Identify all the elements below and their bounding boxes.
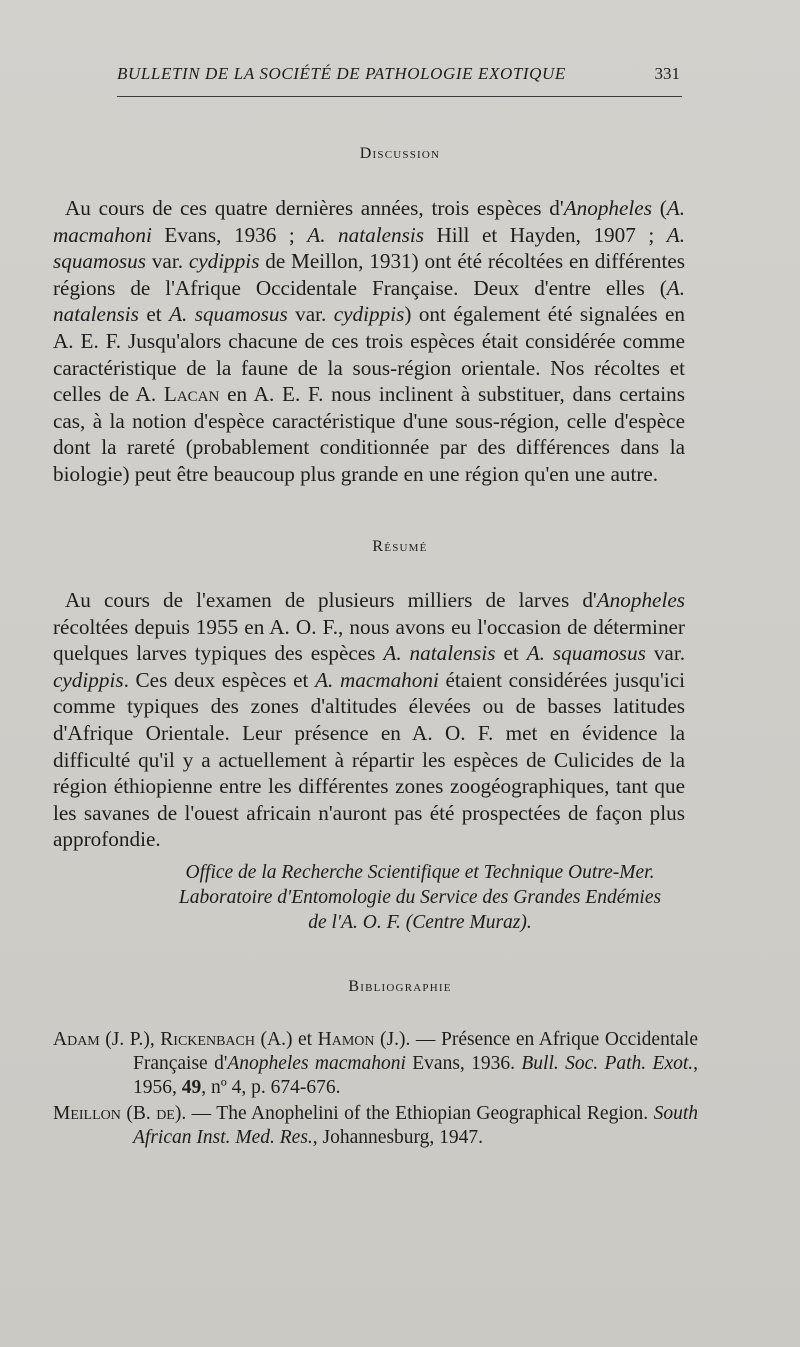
text-italic: A. natalensis — [53, 275, 685, 327]
volume-number: 49 — [181, 1077, 202, 1098]
text-italic: A. macmahoni — [53, 196, 686, 247]
discussion-paragraph — [53, 195, 685, 488]
resume-heading: Résumé — [372, 538, 428, 555]
text: (J.). — Présence en Afrique Occidentale Française d' — [133, 1029, 698, 1074]
text: var. — [645, 641, 686, 666]
affiliation-line-1: Office de la Recherche Scientifique et Technique Outre-Mer. — [185, 862, 655, 883]
text-italic: cydippis — [333, 302, 405, 327]
text: et — [138, 302, 170, 327]
bibliography-list — [53, 1028, 698, 1152]
text-italic: cydippis — [188, 249, 260, 274]
text: ) ont également été signalées en A. E. F. Jusqu'alors chacune de ces trois espèces était considérée comme caractéristique de la faune de la sous-région orientale. Nos récoltes et celles de A. — [53, 302, 685, 407]
author-name: Rickenbach — [160, 1029, 255, 1050]
text-italic: A. squamosus — [526, 641, 646, 666]
text: de Meillon, 1931) ont été récoltées en différentes régions de l'Afrique Occidentale Française. Deux d'entre elles ( — [53, 249, 685, 300]
page-header — [117, 62, 682, 97]
text: et — [495, 641, 527, 666]
text-italic: A. squamosus — [169, 302, 288, 327]
text-italic: Anopheles macmahoni — [227, 1053, 406, 1074]
journal-name: Bull. Soc. Path. Exot. — [521, 1053, 694, 1074]
text-italic: A. macmahoni — [315, 667, 439, 692]
text: Hill et Hayden, 1907 ; — [423, 222, 667, 247]
text: étaient considérées jusqu'ici comme typiques des zones d'altitudes élevées ou de basses latitudes d'Afrique Orientale. Leur présence en A. O. F. met en évidence la difficulté qu'il y a actuellement à répartir les espèces de Culicides de la région éthiopienne entre les différentes zones zoogéographiques, tant que les savanes de l'ouest africain n'auront pas été prospectées de façon plus approfondie. — [53, 667, 685, 852]
bibliography-entry — [53, 1028, 698, 1100]
journal-name: South African Inst. Med. Res. — [133, 1103, 699, 1148]
author-name: Meillon — [53, 1103, 121, 1124]
page-number: 331 — [654, 64, 680, 83]
text-italic: cydippis — [53, 667, 124, 692]
text: ( — [651, 196, 667, 220]
text: , 1956, — [133, 1053, 699, 1098]
text: Au cours de l'examen de plusieurs milliers de larves d' — [65, 588, 597, 612]
text: (A.) et — [254, 1029, 318, 1050]
author-particle: de — [156, 1103, 175, 1124]
text: var. — [287, 302, 334, 327]
text: en A. E. F. nous inclinent à substituer, dans certains cas, à la notion d'espèce caractéristique d'une sous-région, celle d'espèce dont la rareté (probablement conditionnée par des différences dans la biologie) peut être beaucoup plus grande en une région qu'en une autre. — [53, 382, 685, 486]
text: , nº 4, p. 674-676. — [201, 1077, 341, 1098]
text: récoltées depuis 1955 en A. O. F., nous avons eu l'occasion de déterminer quelques larves typiques des espèces — [53, 614, 685, 666]
author-name: Lacan — [163, 382, 220, 407]
text: Au cours de ces quatre dernières années, trois espèces d' — [65, 196, 564, 220]
text: Evans, 1936 ; — [151, 222, 308, 247]
resume-paragraph — [53, 587, 685, 853]
text: var. — [146, 249, 189, 274]
text: . Ces deux espèces et — [123, 667, 316, 692]
text-italic: Anopheles — [596, 588, 685, 612]
text-italic: A. natalensis — [383, 641, 496, 666]
discussion-heading: Discussion — [359, 145, 441, 162]
text: (B. — [120, 1103, 157, 1124]
author-name: Hamon — [317, 1029, 375, 1050]
text: Evans, 1936. — [405, 1053, 522, 1074]
text: (J. P.), — [99, 1029, 161, 1050]
text: ). — The Anophelini of the Ethiopian Geographical Region. — [174, 1103, 654, 1124]
author-name: Adam — [53, 1029, 100, 1050]
affiliation-line-2: Laboratoire d'Entomologie du Service des Grandes Endémies — [178, 887, 662, 908]
affiliation — [140, 860, 700, 935]
text-italic: A. squamosus — [53, 222, 686, 274]
bibliography-heading: Bibliographie — [348, 978, 452, 995]
text-italic: A. natalensis — [307, 222, 424, 247]
bibliography-entry — [53, 1102, 698, 1150]
text-italic: Anopheles — [563, 196, 652, 220]
running-title: BULLETIN DE LA SOCIÉTÉ DE PATHOLOGIE EXOTIQUE — [117, 64, 566, 83]
text: , Johannesburg, 1947. — [312, 1127, 484, 1148]
affiliation-line-3: de l'A. O. F. (Centre Muraz). — [308, 912, 532, 933]
